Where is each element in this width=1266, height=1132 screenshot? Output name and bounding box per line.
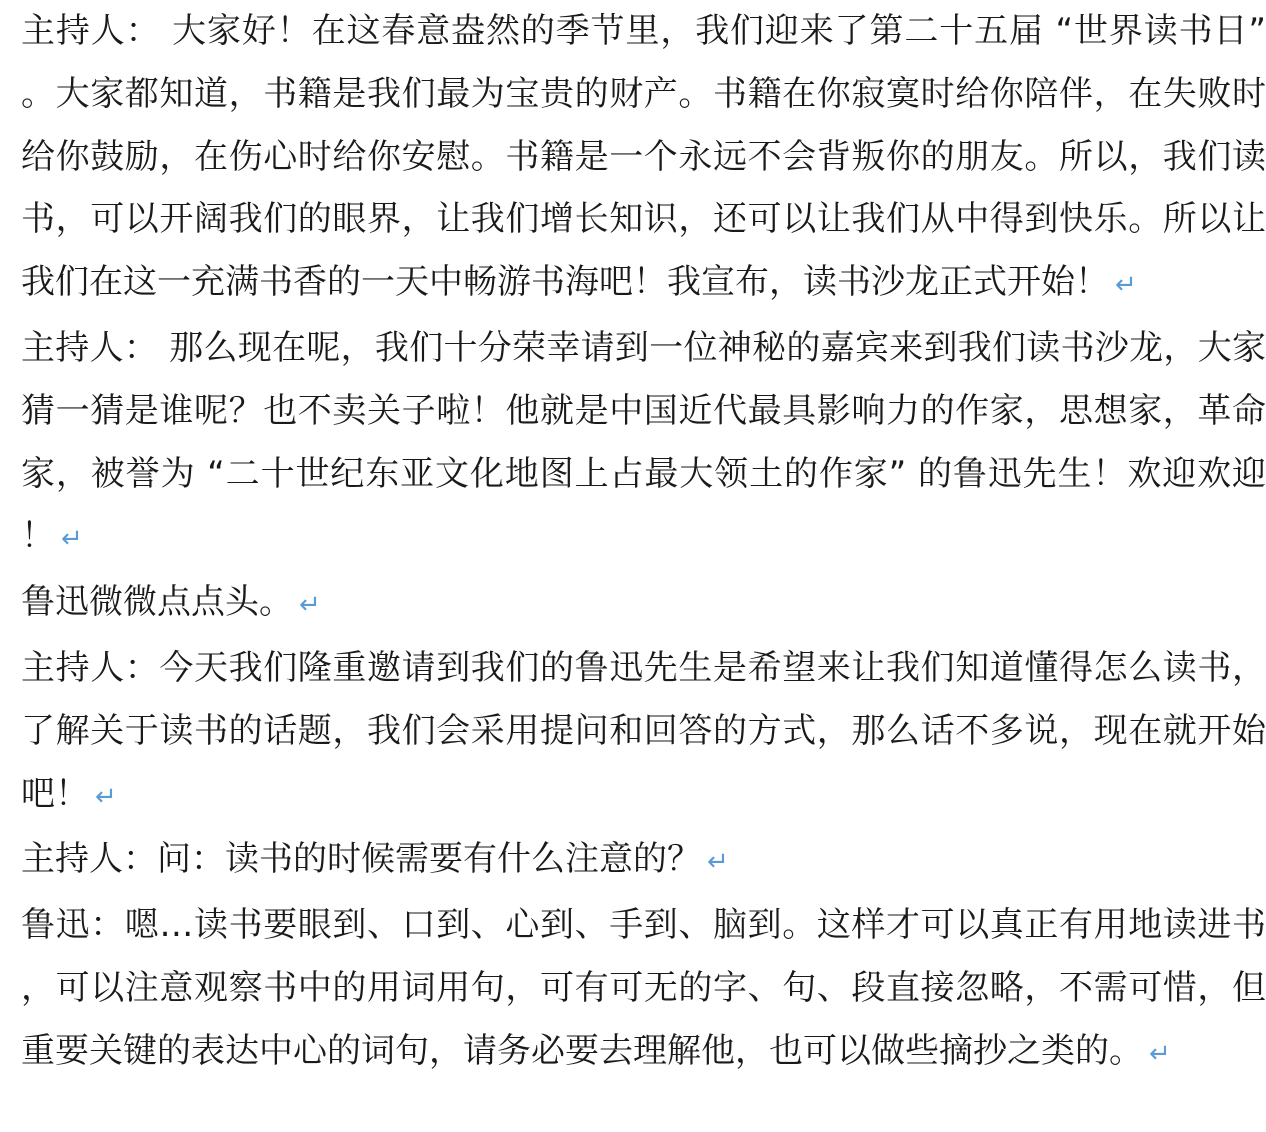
paragraph-answer <box>21 894 1266 1085</box>
paragraph-guest-intro <box>21 317 1266 571</box>
paragraph-mark-icon: ↵ <box>95 781 117 812</box>
paragraph-stage-direction <box>21 571 1266 637</box>
paragraph-text: 鲁迅：嗯…读书要眼到、口到、心到、手到、脑到。这样才可以真正有用地读进书，可以注意观察书中的用词用句，可有可无的字、句、段直接忽略，不需可惜，但重要关键的表达中心的词句，请务必要去理解他，也可以做些摘抄之类的。 <box>21 905 1266 1071</box>
paragraph-format-intro <box>21 637 1266 828</box>
paragraph-mark-icon: ↵ <box>61 524 83 555</box>
paragraph-mark-icon: ↵ <box>707 847 729 878</box>
paragraph-text: 主持人： 大家好！在这春意盎然的季节里，我们迎来了第二十五届 “世界读书日”。大家都知道，书籍是我们最为宝贵的财产。书籍在你寂寞时给你陪伴，在失败时给你鼓励，在伤心时给你安慰。书籍是一个永远不会背叛你的朋友。所以，我们读书，可以开阔我们的眼界，让我们增长知识，还可以让我们从中得到快乐。所以让我们在这一充满书香的一天中畅游书海吧！我宣布，读书沙龙正式开始！ <box>21 11 1266 303</box>
paragraph-text: 主持人：今天我们隆重邀请到我们的鲁迅先生是希望来让我们知道懂得怎么读书，了解关于读书的话题，我们会采用提问和回答的方式，那么话不多说，现在就开始吧！ <box>21 647 1266 814</box>
paragraph-mark-icon: ↵ <box>299 590 321 621</box>
document-body <box>21 0 1266 1086</box>
paragraph-mark-icon: ↵ <box>1149 1038 1171 1069</box>
paragraph-opening-speech <box>21 0 1266 317</box>
paragraph-question <box>21 828 1266 894</box>
paragraph-text: 鲁迅微微点点头。 <box>21 582 293 623</box>
paragraph-mark-icon: ↵ <box>1115 270 1137 301</box>
paragraph-text: 主持人： 那么现在呢，我们十分荣幸请到一位神秘的嘉宾来到我们读书沙龙，大家猜一猜是谁呢？也不卖关子啦！他就是中国近代最具影响力的作家，思想家，革命家，被誉为 “二十世纪东亚文化地图上占最大领土的作家” 的鲁迅先生！欢迎欢迎！ <box>21 327 1266 557</box>
paragraph-text: 主持人：问：读书的时候需要有什么注意的？ <box>21 839 701 880</box>
